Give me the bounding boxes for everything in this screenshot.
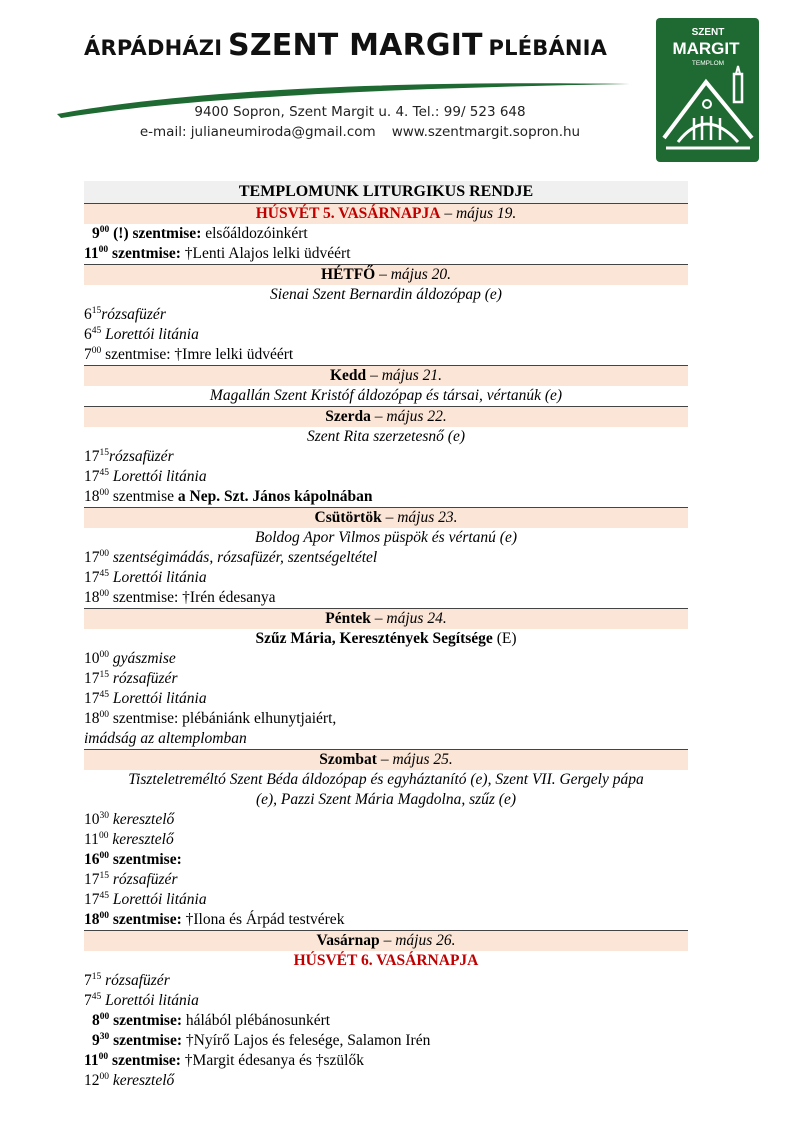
schedule-line: $17^{45}$ Lorettói litánia [84,468,207,485]
website-text: www.szentmargit.sopron.hu [391,124,581,140]
day-header-wednesday: Szerda – május 22. [84,406,688,427]
schedule-line: $11^{00}$ keresztelő [84,831,174,848]
saint-of-day: (e), Pazzi Szent Mária Magdolna, szűz (e) [255,791,517,808]
schedule-line: $7^{00}$ szentmise: †Imre lelki üdvéért [84,346,294,363]
saint-of-day: Tiszteletreméltó Szent Béda áldozópap és egyháztanító (e), Szent VII. Gergely pápa [128,771,644,788]
schedule-line: $17^{45}$ Lorettói litánia [84,569,207,586]
brand-main: SZENT MARGIT [228,28,483,63]
schedule-line: $6^{15}rózsafüzér$ [84,306,166,323]
schedule-line: $17^{15}$ rózsafüzér [84,670,178,687]
schedule-line: $18^{00}$ szentmise: †Ilona és Árpád testvérek [84,911,345,928]
saint-of-day: Boldog Apor Vilmos püspök és vértanú (e) [254,529,518,546]
schedule-line: $17^{15}$ rózsafüzér [84,871,178,888]
saint-of-day: Szűz Mária, Keresztények Segítsége (E) [255,630,517,647]
liturgical-schedule [84,181,688,1091]
schedule-line: $9^{30}$ szentmise: †Nyírő Lajos és felesége, Salamon Irén [92,1032,431,1049]
day-header-sunday-26: Vasárnap – május 26. [84,930,688,951]
logo-text-mid: MARGIT [672,39,740,58]
email-text: e-mail: julianeumiroda@gmail.com [139,124,376,140]
day-date: – május 19. [440,205,517,222]
day-header-sunday-19 [84,204,688,224]
day-header-tuesday: Kedd – május 21. [84,365,688,386]
church-logo [656,18,759,162]
schedule-line: $9^{00}$ (!) szentmise: elsőáldozóinkért [92,225,308,242]
day-header-thursday: Csütörtök – május 23. [84,507,688,528]
schedule-line: $7^{45}$ Lorettói litánia [84,992,199,1009]
schedule-line: imádság az altemplomban [84,730,247,747]
schedule-line: $10^{00}$ gyászmise [84,650,176,667]
brand-suffix: PLÉBÁNIA [488,36,608,60]
day-header-monday: HÉTFŐ – május 20. [84,264,688,285]
schedule-title: TEMPLOMUNK LITURGIKUS RENDJE [84,181,688,204]
schedule-line: $18^{00}$ szentmise a Nep. Szt. János kápolnában [84,488,373,505]
schedule-line: $8^{00}$ szentmise: hálából plébánosunkért [92,1012,331,1029]
schedule-line: $17^{45}$ Lorettói litánia [84,891,207,908]
saint-of-day: Magallán Szent Kristóf áldozópap és társai, vértanúk (e) [209,387,563,404]
schedule-line: $12^{00}$ keresztelő [84,1072,175,1089]
schedule-line: $18^{00}$ szentmise: †Irén édesanya [84,589,276,606]
schedule-line: $17^{00}$ szentségimádás, rózsafüzér, szentségeltétel [84,549,378,566]
day-header-saturday: Szombat – május 25. [84,749,688,770]
feast-name: HÚSVÉT 6. VASÁRNAPJA [293,952,479,969]
contact-line [100,124,620,140]
letterhead [0,0,800,175]
feast-name: HÚSVÉT 5. VASÁRNAPJA [255,205,441,222]
saint-of-day: Sienai Szent Bernardin áldozópap (e) [270,286,502,303]
schedule-line: $18^{00}$ szentmise: plébániánk elhunytjaiért, [84,710,337,727]
day-header-friday: Péntek – május 24. [84,608,688,629]
postal-address: 9400 Sopron, Szent Margit u. 4. Tel.: 99/ 523 648 [194,104,526,120]
saint-of-day: Szent Rita szerzetesnő (e) [307,428,465,445]
schedule-line: $10^{30}$ keresztelő [84,811,175,828]
schedule-line: $11^{00}$ szentmise: †Margit édesanya és †szülők [84,1052,364,1069]
schedule-line: $7^{15}$ rózsafüzér [84,972,170,989]
schedule-line: $17^{15}rózsafüzér$ [84,448,174,465]
schedule-line: $17^{45}$ Lorettói litánia [84,690,207,707]
brand-prefix: ÁRPÁDHÁZI [84,36,223,60]
schedule-line: $16^{00}$ szentmise: [84,851,182,868]
schedule-line: $6^{45}$ Lorettói litánia [84,326,199,343]
logo-text-top: SZENT [691,27,725,38]
schedule-line: $11^{00}$ szentmise: †Lenti Alajos lelki üdvéért [84,245,351,262]
parish-name [84,28,607,63]
logo-text-bottom: TEMPLOM [691,60,725,67]
